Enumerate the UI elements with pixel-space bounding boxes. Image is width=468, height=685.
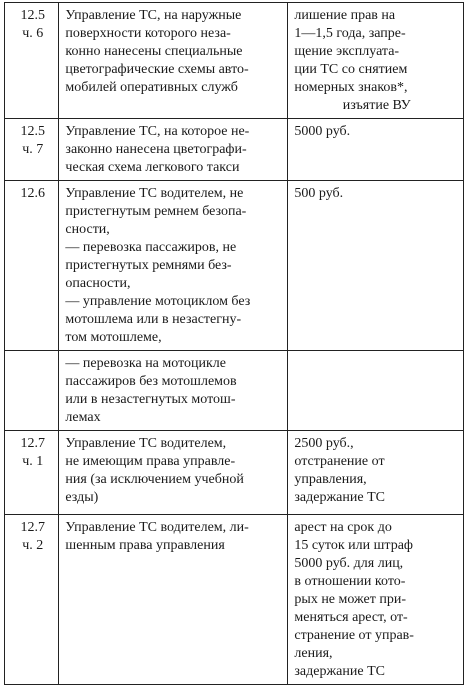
description-line: Управление ТС, на наружные	[65, 8, 242, 23]
description-line: том мотошлеме,	[65, 330, 162, 345]
article-line: 12.5	[20, 8, 45, 23]
description-line: — управление мотоциклом без	[65, 294, 251, 309]
penalty-line: ления,	[294, 646, 333, 661]
fines-table-body	[5, 3, 464, 685]
description-line: или в незастегнутых мотош-	[65, 392, 236, 407]
article-line: ч. 6	[22, 26, 44, 41]
penalty-line: 15 суток или штраф	[294, 538, 413, 553]
article-line: 12.5	[20, 124, 45, 139]
penalty-cell	[288, 515, 464, 685]
description-line: лемах	[65, 410, 101, 425]
description-line: — перевозка пассажиров, не	[65, 240, 237, 255]
table-row	[5, 3, 464, 119]
penalty-line: задержание ТС	[294, 490, 385, 505]
description-cell	[59, 351, 288, 431]
penalty-cell	[288, 181, 464, 351]
description-line: Управление ТС водителем, ли-	[65, 520, 249, 535]
description-line: мотошлема или в незастегну-	[65, 312, 242, 327]
table-row	[5, 119, 464, 181]
article-line: 12.7	[20, 436, 45, 451]
article-cell	[5, 3, 59, 119]
penalty-line: странение от управ-	[294, 628, 414, 643]
description-cell	[59, 119, 288, 181]
description-line: пристегнутым ремнем безопа-	[65, 204, 247, 219]
penalty-line: управления,	[294, 472, 367, 487]
description-line: пристегнутых ремнями без-	[65, 258, 232, 273]
article-line: ч. 1	[22, 454, 44, 469]
penalty-line: номерных знаков*,	[294, 80, 408, 95]
penalty-line: ции ТС со снятием	[294, 62, 408, 77]
article-cell	[5, 351, 59, 431]
description-line: ния (за исключением учебной	[65, 472, 244, 487]
table-row	[5, 515, 464, 685]
article-cell	[5, 515, 59, 685]
description-line: пассажиров без мотошлемов	[65, 374, 237, 389]
table-row	[5, 431, 464, 515]
table-row	[5, 351, 464, 431]
penalty-line: в отношении кото-	[294, 574, 406, 589]
article-cell	[5, 431, 59, 515]
description-cell	[59, 3, 288, 119]
description-cell	[59, 515, 288, 685]
description-cell	[59, 181, 288, 351]
article-cell	[5, 119, 59, 181]
penalty-line: 5000 руб. для лиц,	[294, 556, 404, 571]
penalty-line: 5000 руб.	[294, 124, 351, 139]
penalty-cell	[288, 3, 464, 119]
penalty-cell	[288, 351, 464, 431]
description-line: Управление ТС, на которое не-	[65, 124, 250, 139]
penalty-line: изъятие ВУ	[342, 98, 411, 113]
penalty-cell	[288, 119, 464, 181]
penalty-cell	[288, 431, 464, 515]
description-line: конно нанесены специальные	[65, 44, 243, 59]
fines-table	[4, 2, 464, 685]
penalty-line: рых не может при-	[294, 592, 406, 607]
description-line: опасности,	[65, 276, 131, 291]
description-line: цветографические схемы авто-	[65, 62, 249, 77]
description-line: — перевозка на мотоцикле	[65, 356, 226, 371]
penalty-line: задержание ТС	[294, 664, 385, 679]
penalty-line: 500 руб.	[294, 186, 344, 201]
description-line: ческая схема легкового такси	[65, 160, 240, 175]
description-line: сности,	[65, 222, 110, 237]
article-line: ч. 2	[22, 538, 44, 553]
description-line: Управление ТС водителем,	[65, 436, 227, 451]
penalty-line: отстранение от	[294, 454, 385, 469]
article-line: ч. 7	[22, 142, 44, 157]
description-line: поверхности которого неза-	[65, 26, 231, 41]
penalty-line: меняться арест, от-	[294, 610, 408, 625]
description-line: езды)	[65, 490, 99, 505]
description-cell	[59, 431, 288, 515]
description-line: не имеющим права управле-	[65, 454, 236, 469]
description-line: законно нанесена цветографи-	[65, 142, 247, 157]
article-cell	[5, 181, 59, 351]
penalty-line: 2500 руб.,	[294, 436, 354, 451]
article-line: 12.7	[20, 520, 45, 535]
description-line: шенным права управления	[65, 538, 225, 553]
table-row	[5, 181, 464, 351]
penalty-line: 1—1,5 года, запре-	[294, 26, 406, 41]
penalty-line: арест на срок до	[294, 520, 392, 535]
description-line: мобилей оперативных служб	[65, 80, 238, 95]
penalty-line: щение эксплуата-	[294, 44, 400, 59]
article-line: 12.6	[20, 186, 45, 201]
description-line: Управление ТС водителем, не	[65, 186, 244, 201]
penalty-line: лишение прав на	[294, 8, 396, 23]
